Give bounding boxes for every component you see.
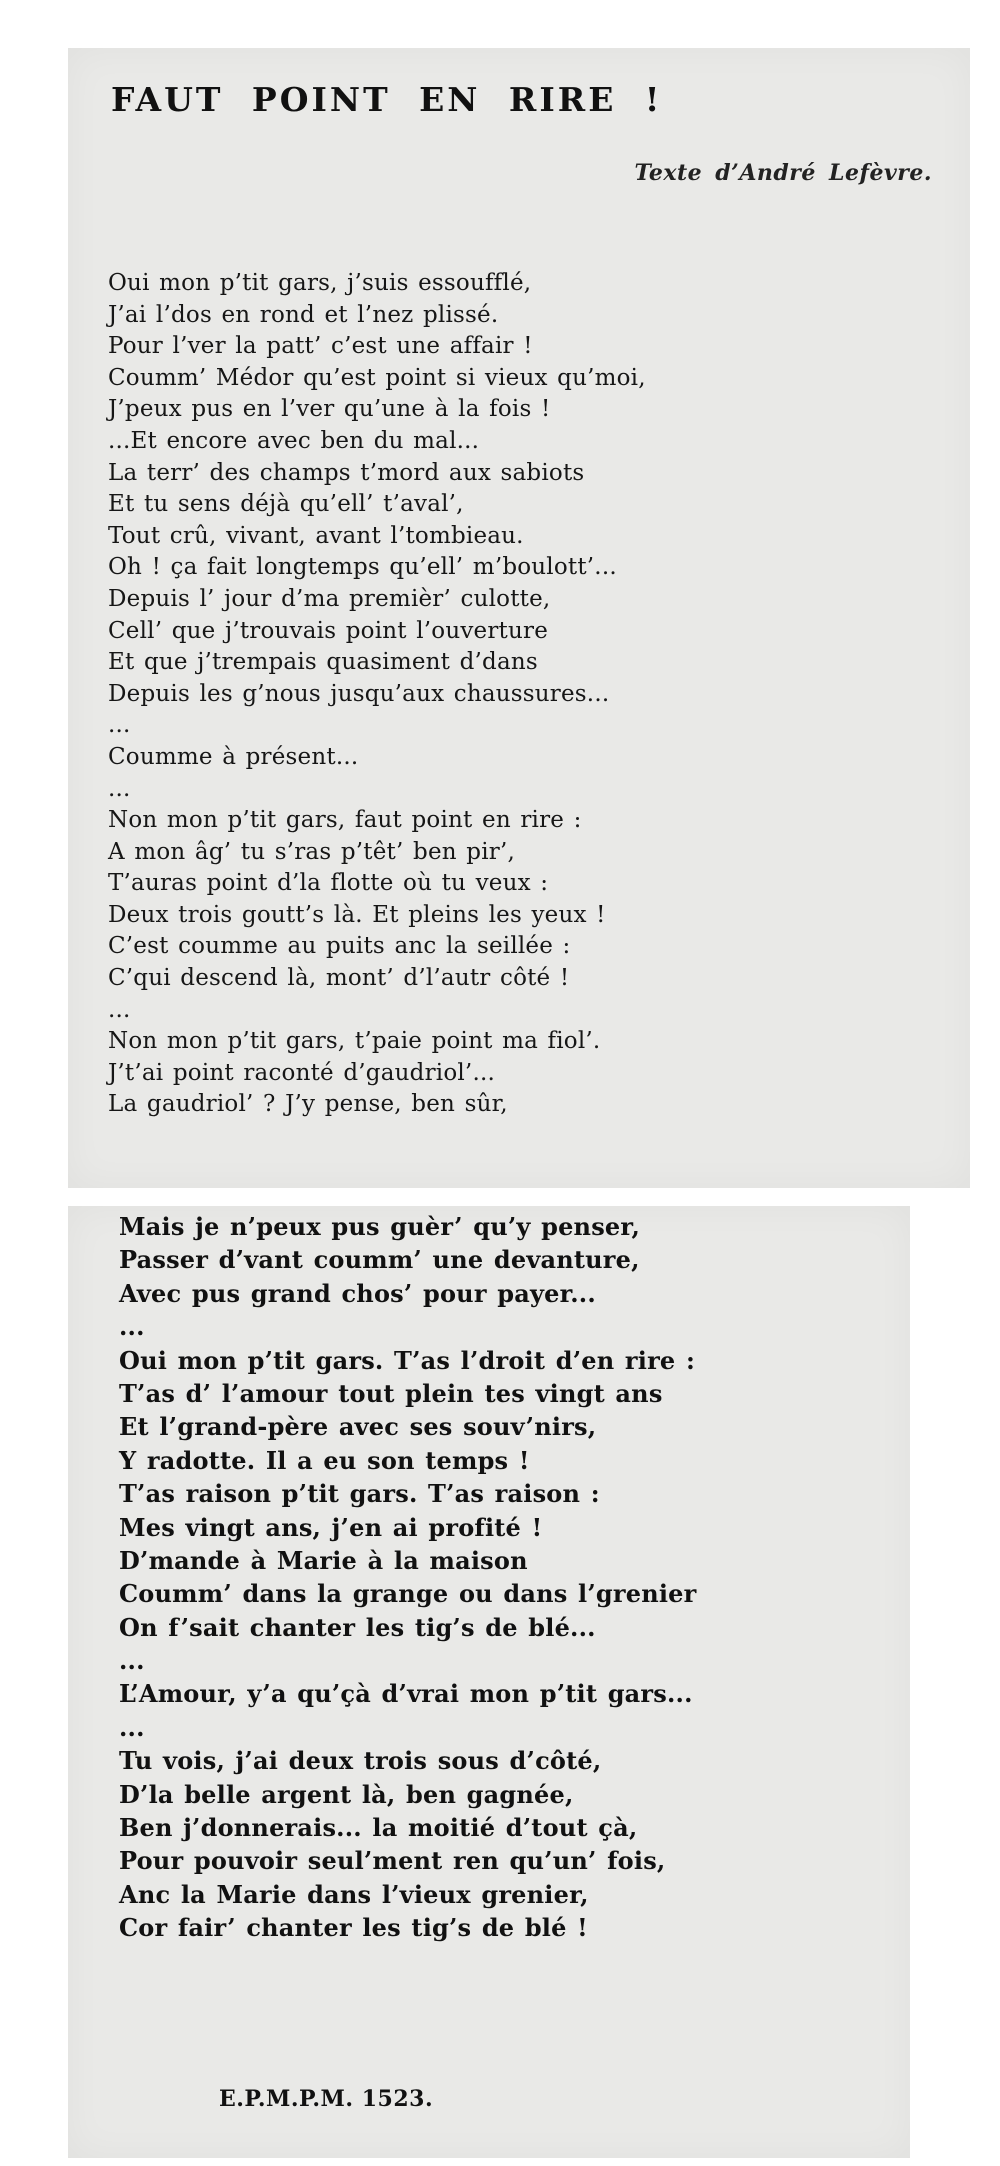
poem-stanzas-top [108, 268, 646, 1121]
poem-line: Avec pus grand chos’ pour payer... [119, 1278, 596, 1308]
poem-line: Anc la Marie dans l’vieux grenier, [119, 1879, 589, 1909]
poem-line: Ben j’donnerais... la moitié d’tout çà, [119, 1813, 638, 1843]
poem-line: Et que j’trempais quasiment d’dans [108, 649, 538, 676]
poem-line: T’as raison p’tit gars. T’as raison : [119, 1479, 600, 1509]
poem-line: Tu vois, j’ai deux trois sous d’côté, [119, 1746, 602, 1776]
ellipsis-line: ... [119, 1312, 145, 1342]
poem-line: Pour l’ver la patt’ c’est une affair ! [108, 333, 533, 360]
poem-line: Depuis l’ jour d’ma premièr’ culotte, [108, 585, 551, 612]
poem-line: C’qui descend là, mont’ d’l’autr côté ! [108, 965, 570, 992]
poem-line: Et tu sens déjà qu’ell’ t’aval’, [108, 491, 464, 518]
poem-line: Pour pouvoir seul’ment ren qu’un’ fois, [119, 1846, 666, 1876]
poem-line: Mais je n’peux pus guèr’ qu’y penser, [119, 1212, 641, 1241]
poem-line: J’t’ai point raconté d’gaudriol’... [108, 1059, 495, 1086]
poem-line: D’la belle argent là, ben gagnée, [119, 1779, 574, 1809]
author-credit: Texte d’André Lefèvre. [634, 160, 932, 186]
ellipsis-line: ... [108, 775, 131, 802]
ellipsis-line: ... [108, 712, 131, 739]
poem-line: La gaudriol’ ? J’y pense, ben sûr, [108, 1091, 508, 1118]
poem-line: Et l’grand-père avec ses souv’nirs, [119, 1412, 597, 1442]
poem-line: La terr’ des champs t’mord aux sabiots [108, 459, 585, 486]
poem-line: Passer d’vant coumm’ une devanture, [119, 1245, 640, 1275]
poem-line: T’as d’ l’amour tout plein tes vingt ans [119, 1378, 663, 1408]
poem-line: Depuis les g’nous jusqu’aux chaussures... [108, 680, 610, 707]
poem-line: Coumm’ dans la grange ou dans l’grenier [119, 1579, 697, 1609]
poem-line: Oui mon p’tit gars. T’as l’droit d’en rire : [119, 1345, 696, 1375]
poem-line: A mon âg’ tu s’ras p’têt’ ben pir’, [108, 838, 515, 865]
poem-line: Mes vingt ans, j’en ai profité ! [119, 1512, 543, 1542]
ellipsis-line: ... [119, 1646, 145, 1676]
poem-title: FAUT POINT EN RIRE ! [111, 80, 663, 119]
poem-line: J’ai l’dos en rond et l’nez plissé. [108, 301, 499, 328]
page-top [68, 48, 970, 1188]
poem-line: Cor fair’ chanter les tig’s de blé ! [119, 1913, 588, 1943]
publisher-reference: E.P.M.P.M. 1523. [219, 2086, 434, 2112]
poem-line: Oui mon p’tit gars, j’suis essoufflé, [108, 270, 532, 296]
poem-line: D’mande à Marie à la maison [119, 1545, 528, 1575]
poem-line: Non mon p’tit gars, faut point en rire : [108, 807, 582, 834]
poem-line: Non mon p’tit gars, t’paie point ma fiol’. [108, 1028, 601, 1055]
poem-line: T’auras point d’la flotte où tu veux : [108, 870, 549, 897]
ellipsis-line: ... [108, 996, 131, 1023]
poem-line: C’est coumme au puits anc la seillée : [108, 933, 571, 960]
ellipsis-line: ... [119, 1712, 145, 1742]
poem-line: ...Et encore avec ben du mal... [108, 427, 480, 454]
poem-line: Cell’ que j’trouvais point l’ouverture [108, 617, 548, 644]
poem-line: L’Amour, y’a qu’çà d’vrai mon p’tit gars... [119, 1679, 693, 1709]
poem-line: Tout crû, vivant, avant l’tombieau. [108, 522, 524, 549]
poem-line: On f’sait chanter les tig’s de blé... [119, 1612, 596, 1642]
poem-line: J’peux pus en l’ver qu’une à la fois ! [108, 396, 551, 423]
poem-line: Coumme à présent... [108, 743, 359, 770]
poem-line: Y radotte. Il a eu son temps ! [119, 1445, 530, 1475]
poem-line: Oh ! ça fait longtemps qu’ell’ m’boulott’... [108, 554, 617, 581]
poem-line: Deux trois goutt’s là. Et pleins les yeux ! [108, 901, 606, 928]
poem-line: Coumm’ Médor qu’est point si vieux qu’moi, [108, 364, 646, 391]
poem-stanzas-bottom [119, 1210, 696, 1945]
